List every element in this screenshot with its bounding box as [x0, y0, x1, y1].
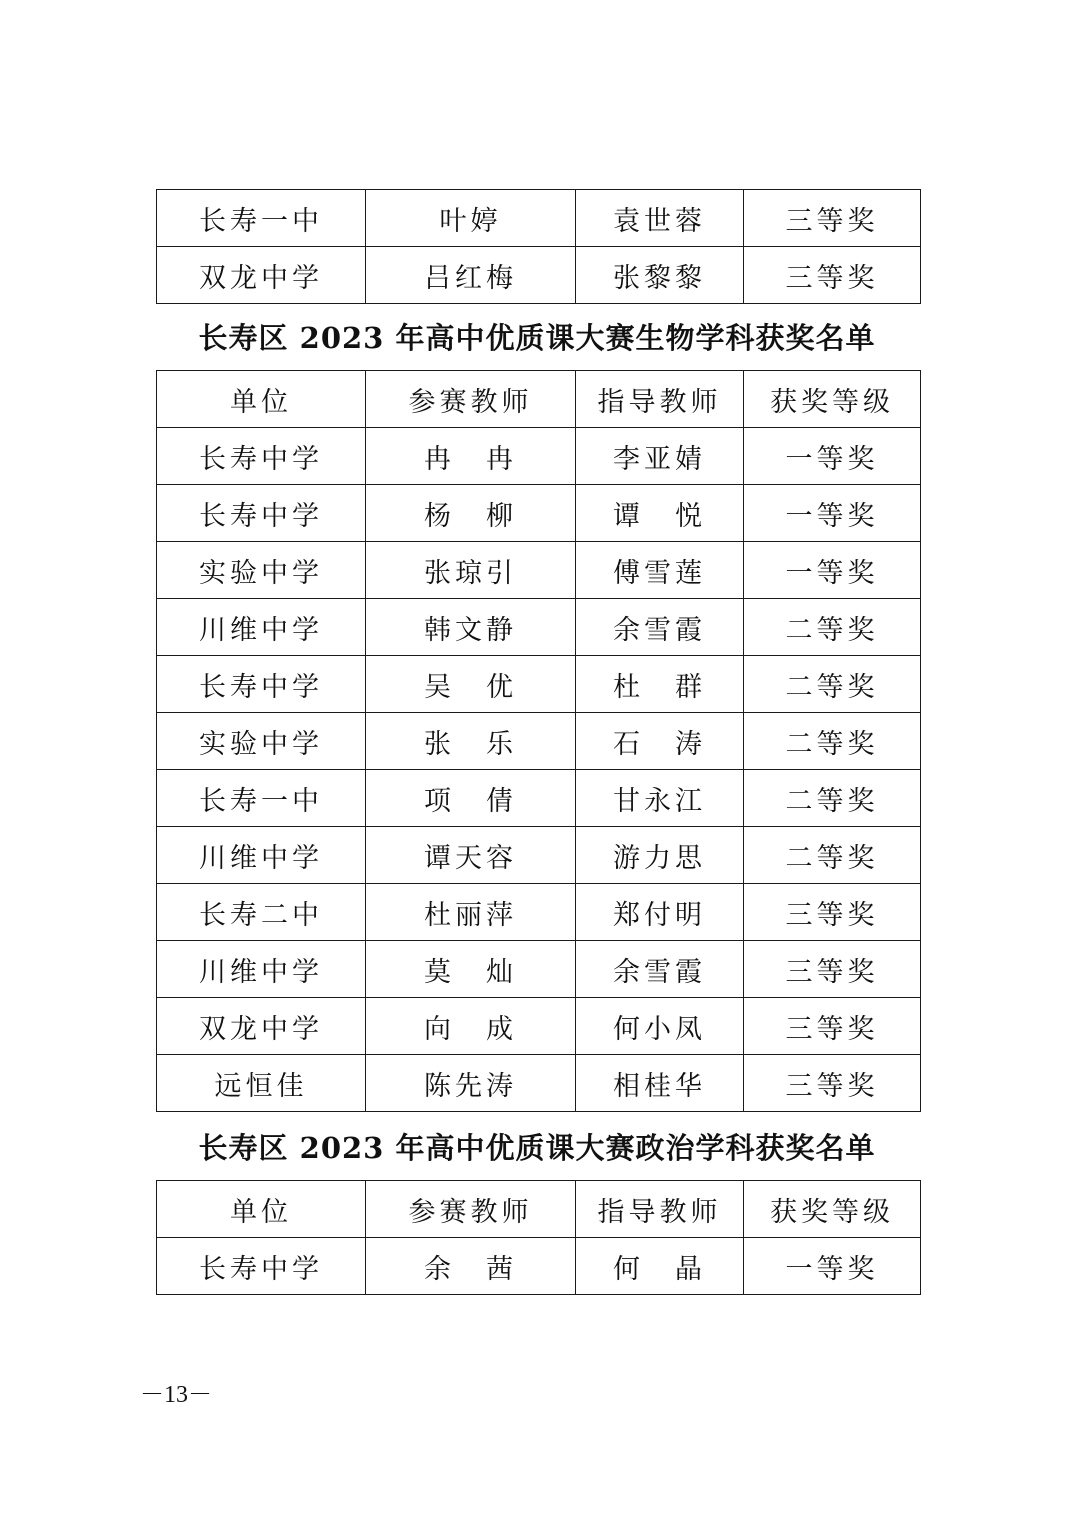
page-number: －13－	[140, 1382, 212, 1408]
table-row	[157, 656, 921, 713]
award-cell: 二等奖	[744, 599, 921, 656]
unit-cell: 长寿中学	[157, 1238, 366, 1295]
table-row	[157, 1238, 921, 1295]
mentor-cell: 余雪霞	[576, 941, 744, 998]
teacher-cell: 张琼引	[366, 542, 576, 599]
award-cell: 二等奖	[744, 827, 921, 884]
award-cell: 三等奖	[744, 247, 921, 304]
header-cell-award: 获奖等级	[744, 1181, 921, 1238]
mentor-cell: 袁世蓉	[576, 190, 744, 247]
table-header-row	[157, 371, 921, 428]
table-row	[157, 713, 921, 770]
mentor-cell: 石 涛	[576, 713, 744, 770]
teacher-cell: 吴 优	[366, 656, 576, 713]
unit-cell: 长寿中学	[157, 656, 366, 713]
header-cell-teacher: 参赛教师	[366, 1181, 576, 1238]
teacher-cell: 向 成	[366, 998, 576, 1055]
biology-section-title: 长寿区 2023 年高中优质课大赛生物学科获奖名单	[198, 321, 876, 355]
award-cell: 三等奖	[744, 1055, 921, 1112]
mentor-cell: 余雪霞	[576, 599, 744, 656]
carryover-table-block	[156, 189, 920, 304]
biology-table	[156, 370, 921, 1112]
mentor-cell: 何 晶	[576, 1238, 744, 1295]
table-row	[157, 428, 921, 485]
award-cell: 一等奖	[744, 542, 921, 599]
table-row	[157, 998, 921, 1055]
mentor-cell: 何小凤	[576, 998, 744, 1055]
table-row	[157, 941, 921, 998]
teacher-cell: 杨 柳	[366, 485, 576, 542]
header-cell-unit: 单位	[157, 371, 366, 428]
unit-cell: 远恒佳	[157, 1055, 366, 1112]
table-row	[157, 247, 921, 304]
politics-section-title: 长寿区 2023 年高中优质课大赛政治学科获奖名单	[198, 1131, 876, 1165]
politics-table	[156, 1180, 921, 1295]
header-cell-award: 获奖等级	[744, 371, 921, 428]
mentor-cell: 傅雪莲	[576, 542, 744, 599]
biology-table-block	[156, 370, 920, 1112]
header-cell-teacher: 参赛教师	[366, 371, 576, 428]
teacher-cell: 余 茜	[366, 1238, 576, 1295]
header-cell-unit: 单位	[157, 1181, 366, 1238]
teacher-cell: 项 倩	[366, 770, 576, 827]
mentor-cell: 李亚婧	[576, 428, 744, 485]
table-row	[157, 542, 921, 599]
unit-cell: 长寿二中	[157, 884, 366, 941]
teacher-cell: 冉 冉	[366, 428, 576, 485]
award-cell: 三等奖	[744, 884, 921, 941]
mentor-cell: 游力思	[576, 827, 744, 884]
teacher-cell: 吕红梅	[366, 247, 576, 304]
unit-cell: 实验中学	[157, 713, 366, 770]
unit-cell: 川维中学	[157, 941, 366, 998]
header-cell-mentor: 指导教师	[576, 1181, 744, 1238]
table-row	[157, 1055, 921, 1112]
table-row	[157, 485, 921, 542]
award-cell: 三等奖	[744, 941, 921, 998]
mentor-cell: 杜 群	[576, 656, 744, 713]
unit-cell: 长寿一中	[157, 770, 366, 827]
unit-cell: 双龙中学	[157, 247, 366, 304]
unit-cell: 实验中学	[157, 542, 366, 599]
unit-cell: 川维中学	[157, 827, 366, 884]
politics-table-block	[156, 1180, 920, 1295]
award-cell: 二等奖	[744, 770, 921, 827]
carryover-table	[156, 189, 921, 304]
unit-cell: 长寿中学	[157, 428, 366, 485]
teacher-cell: 韩文静	[366, 599, 576, 656]
table-row	[157, 770, 921, 827]
award-cell: 一等奖	[744, 485, 921, 542]
award-cell: 一等奖	[744, 1238, 921, 1295]
table-row	[157, 190, 921, 247]
award-cell: 三等奖	[744, 998, 921, 1055]
teacher-cell: 莫 灿	[366, 941, 576, 998]
table-row	[157, 827, 921, 884]
unit-cell: 川维中学	[157, 599, 366, 656]
mentor-cell: 甘永江	[576, 770, 744, 827]
award-cell: 一等奖	[744, 428, 921, 485]
unit-cell: 双龙中学	[157, 998, 366, 1055]
teacher-cell: 谭天容	[366, 827, 576, 884]
teacher-cell: 陈先涛	[366, 1055, 576, 1112]
mentor-cell: 谭 悦	[576, 485, 744, 542]
table-header-row	[157, 1181, 921, 1238]
unit-cell: 长寿一中	[157, 190, 366, 247]
mentor-cell: 郑付明	[576, 884, 744, 941]
table-row	[157, 599, 921, 656]
award-cell: 二等奖	[744, 713, 921, 770]
mentor-cell: 张黎黎	[576, 247, 744, 304]
award-cell: 三等奖	[744, 190, 921, 247]
header-cell-mentor: 指导教师	[576, 371, 744, 428]
unit-cell: 长寿中学	[157, 485, 366, 542]
mentor-cell: 相桂华	[576, 1055, 744, 1112]
award-cell: 二等奖	[744, 656, 921, 713]
teacher-cell: 杜丽萍	[366, 884, 576, 941]
table-row	[157, 884, 921, 941]
teacher-cell: 张 乐	[366, 713, 576, 770]
teacher-cell: 叶婷	[366, 190, 576, 247]
